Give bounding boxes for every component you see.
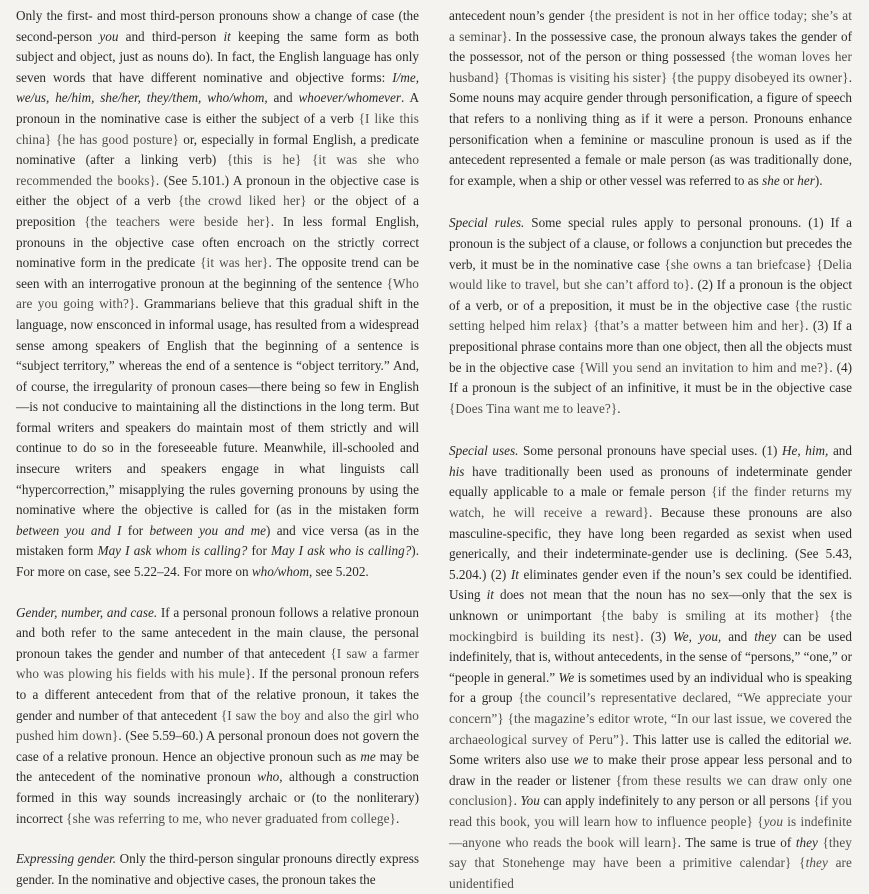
term: it bbox=[486, 587, 494, 603]
text: Only the third-person singular pronouns directly express gender. In the nominative and objective cases, the pronoun takes the bbox=[16, 851, 419, 887]
example: {Who are you going with?} bbox=[16, 275, 419, 312]
term: It bbox=[510, 566, 519, 582]
text: . In less formal English, pronouns in the objective case often encroach on the strictly correct nominative form in the predicate bbox=[16, 213, 419, 271]
intro-paragraph bbox=[16, 6, 419, 583]
text: and third-person bbox=[118, 28, 224, 44]
text: to make their prose appear less personal and to draw in the reader or listener bbox=[449, 752, 852, 788]
text: keeping the same form as both subject and object, just as nouns do). In fact, the English language has only seven words that have different nominative and objective forms: bbox=[16, 28, 419, 85]
text: eliminates gender even if the noun’s sex could be identified. Using bbox=[449, 566, 852, 603]
term: who/whom bbox=[251, 564, 310, 580]
example: {I saw the boy and also the girl who pushed him down} bbox=[16, 707, 419, 744]
term: they bbox=[795, 834, 818, 850]
term: You bbox=[520, 793, 540, 809]
term: who bbox=[257, 769, 280, 785]
text: . (See 5.59–60.) A personal pronoun does not govern the case of a relative pronoun. Hence an objective pronoun such as bbox=[16, 728, 419, 764]
section-heading: Special rules. bbox=[449, 215, 525, 231]
term: they bbox=[805, 855, 828, 871]
text: . In the possessive case, the pronoun always takes the gender of the possessor, not of the person or thing possessed bbox=[449, 28, 852, 65]
text: . This latter use is called the editorial bbox=[625, 731, 835, 747]
text: and bbox=[828, 443, 852, 459]
text: Some personal pronouns have special uses. (1) bbox=[518, 443, 782, 459]
text: and bbox=[267, 90, 299, 106]
term: me bbox=[360, 748, 376, 764]
expressing-gender-paragraph bbox=[16, 849, 419, 890]
example: is indefinite—anyone who reads the book will learn} bbox=[449, 813, 852, 850]
text: and bbox=[721, 628, 755, 644]
gender-number-case-paragraph bbox=[16, 603, 419, 830]
special-rules-paragraph bbox=[449, 213, 852, 419]
example: {the council’s representative declared, “We appreciate your concern”} bbox=[449, 690, 852, 726]
text: , see 5.202. bbox=[309, 564, 369, 580]
text: can be used indefinitely, that is, without antecedents, in the sense of “persons,” “one,” or “people in general.” bbox=[449, 628, 852, 685]
text: for bbox=[121, 522, 150, 538]
text: , although a construction formed in this way sounds increasingly archaic or (to the nonliterary) incorrect bbox=[16, 769, 419, 826]
text: have traditionally been used as pronouns of indeterminate gender equally applicable to a male or female person bbox=[449, 463, 852, 500]
text: . (3) bbox=[640, 628, 673, 644]
text: ) and vice versa (as in the mistaken form bbox=[16, 522, 419, 559]
term: his bbox=[449, 463, 465, 479]
text: . bbox=[617, 400, 621, 416]
example: {from these results we can draw only one conclusion} bbox=[449, 772, 853, 809]
example: are unidentified bbox=[449, 855, 853, 891]
example: {the baby is smiling at its mother} bbox=[600, 608, 821, 624]
text: ). bbox=[814, 172, 823, 188]
text: . Because these pronouns are also masculine-specific, they have long been regarded as sexist when used generically, and their indeterminate-gender use is declining. (See 5.43, 5.204.) (2) bbox=[449, 505, 852, 582]
example: {this is he} bbox=[226, 152, 302, 168]
example: {the magazine’s editor wrote, “In our last issue, we covered the archaeological survey of Peru”} bbox=[449, 711, 852, 747]
text: . (2) If a pronoun is the object of a verb, or of a preposition, it must be in the objective case bbox=[449, 277, 852, 313]
text: . The same is true of bbox=[677, 834, 796, 850]
example: {he has good posture} bbox=[51, 131, 179, 147]
section-heading: Gender, number, and case. bbox=[16, 604, 158, 620]
text: . A pronoun in the nominative case is either the subject of a verb bbox=[16, 90, 419, 126]
example: {the woman loves her husband} bbox=[449, 49, 852, 85]
example: {Delia would like to travel, but she can’t afford to} bbox=[449, 256, 852, 293]
example: {it was her} bbox=[200, 255, 269, 271]
term: between you and I bbox=[16, 522, 122, 538]
text: If a personal pronoun follows a relative pronoun and both refer to the same antecedent in the main clause, the personal pronoun takes the gender and number of that antecedent bbox=[16, 604, 419, 661]
example: {if you read this book, you will learn how to influence people} bbox=[449, 793, 853, 829]
text: Only the first- and most third-person pronouns show a change of case (the second-person bbox=[16, 8, 419, 44]
example: {the puppy disobeyed its owner} bbox=[667, 69, 849, 85]
term: whoever/whomever bbox=[298, 90, 402, 106]
example: {she owns a tan briefcase} bbox=[664, 256, 813, 272]
example: {if the finder returns my watch, he will receive a reward} bbox=[449, 484, 852, 521]
text: . (3) If a prepositional phrase contains more than one object, then all the objects must be in the objective case bbox=[449, 318, 852, 375]
text: or, especially in formal English, a predicate nominative (after a linking verb) bbox=[16, 131, 419, 168]
term: May I ask whom is calling? bbox=[97, 543, 248, 559]
term: He, him, bbox=[781, 443, 829, 459]
example: { bbox=[753, 813, 764, 829]
term: it bbox=[223, 28, 231, 44]
example: {they say that Stonehenge may have been a primitive calendar} bbox=[449, 834, 852, 871]
text: . bbox=[395, 810, 400, 826]
text: Some writers also use bbox=[449, 752, 574, 768]
term: she bbox=[762, 172, 780, 188]
expressing-gender-continued-paragraph bbox=[449, 6, 852, 191]
term: We, you, bbox=[672, 628, 722, 644]
term: we bbox=[573, 752, 589, 768]
text: does not mean that the noun has no sex—only that the sex is unknown or unimportant bbox=[449, 587, 852, 624]
example: {that’s a matter between him and her} bbox=[588, 318, 806, 334]
text: . If the personal pronoun refers to a different antecedent from that of the relative pronoun, it takes the gender and number of that antecedent bbox=[16, 666, 419, 723]
example: {Will you send an invitation to him and me?} bbox=[578, 359, 830, 375]
left-column bbox=[16, 6, 420, 887]
example: {the president is not in her office today; she’s at a seminar} bbox=[449, 8, 852, 44]
example: {the crowd liked her} bbox=[177, 193, 307, 209]
text: for bbox=[247, 543, 272, 559]
text: . Grammarians believe that this gradual shift in the language, now ensconced in informal usage, has resulted from a widespread sense among speakers of English that the beginning of a sentence is “subject territory,” whereas the end of a sentence is “object territory.” And, of course, the irregularity of pronoun cases—there being so few in English—is not conducive to maintaining all the distinctions in the long term. But formal writers and speakers do maintain most of them strictly and will continue to do so in the foreseeable future. Meanwhile, ill-schooled and insecure writers and speakers engage in what linguists call “hypercorrection,” misapplying the rules governing pronouns by using the nominative where the objective is called for (as in the mistaken form bbox=[16, 296, 419, 518]
text: Some special rules apply to personal pronouns. (1) If a pronoun is the subject of a clause, or follows a conjunction but precedes the verb, it must be in the nominative case bbox=[449, 215, 852, 272]
section-heading: Special uses. bbox=[449, 443, 519, 459]
term: they bbox=[754, 628, 777, 644]
example: {she was referring to me, who never graduated from college} bbox=[66, 810, 396, 826]
term: May I ask who is calling? bbox=[271, 543, 412, 559]
text: may be the antecedent of the nominative pronoun bbox=[16, 748, 420, 785]
term: between you and me bbox=[149, 522, 266, 538]
example: {Thomas is visiting his sister} bbox=[500, 69, 668, 85]
text: . bbox=[513, 793, 521, 809]
right-column bbox=[449, 6, 853, 891]
text: . (See 5.101.) A pronoun in the objective case is either the object of a verb bbox=[16, 172, 419, 209]
term: you bbox=[763, 813, 784, 829]
example: { bbox=[791, 855, 806, 871]
example: {Does Tina want me to leave?} bbox=[449, 400, 618, 416]
term: you bbox=[99, 28, 119, 44]
term: her bbox=[797, 172, 815, 188]
example: {I like this china} bbox=[16, 110, 419, 147]
example: {it was she who recommended the books} bbox=[16, 152, 420, 188]
example: {the mockingbird is building its nest} bbox=[449, 608, 852, 644]
special-uses-paragraph bbox=[449, 441, 852, 894]
text: . (4) If a pronoun is the subject of an infinitive, it must be in the objective case bbox=[449, 359, 852, 396]
text: . The opposite trend can be seen with an interrogative pronoun at the beginning of the sentence bbox=[16, 255, 420, 291]
text: or the object of a preposition bbox=[16, 193, 419, 229]
term: I/me, we/us, he/him, she/her, they/them, who/whom, bbox=[16, 69, 419, 106]
text: or bbox=[779, 172, 798, 188]
example: {the rustic setting helped him relax} bbox=[449, 297, 853, 334]
text: antecedent noun’s gender bbox=[449, 8, 589, 23]
text: can apply indefinitely to any person or all persons bbox=[539, 793, 814, 809]
text: ). For more on case, see 5.22–24. For more on bbox=[16, 543, 419, 580]
section-heading: Expressing gender. bbox=[16, 851, 117, 867]
example: {I saw a farmer who was plowing his fields with his mule} bbox=[16, 645, 419, 682]
text: is sometimes used by an individual who is speaking for a group bbox=[449, 669, 853, 706]
term: We bbox=[558, 669, 575, 685]
text: . Some nouns may acquire gender through personification, a figure of speech that refers to a nonliving thing as if it were a person. Pronouns enhance personification when a feminine or masculine pronoun is used as if the antecedent represented a female or male person (as was traditionally done, for example, when a ship or other vessel was referred to as bbox=[449, 69, 852, 188]
example: {the teachers were beside her} bbox=[84, 213, 271, 229]
term: we. bbox=[834, 731, 852, 747]
